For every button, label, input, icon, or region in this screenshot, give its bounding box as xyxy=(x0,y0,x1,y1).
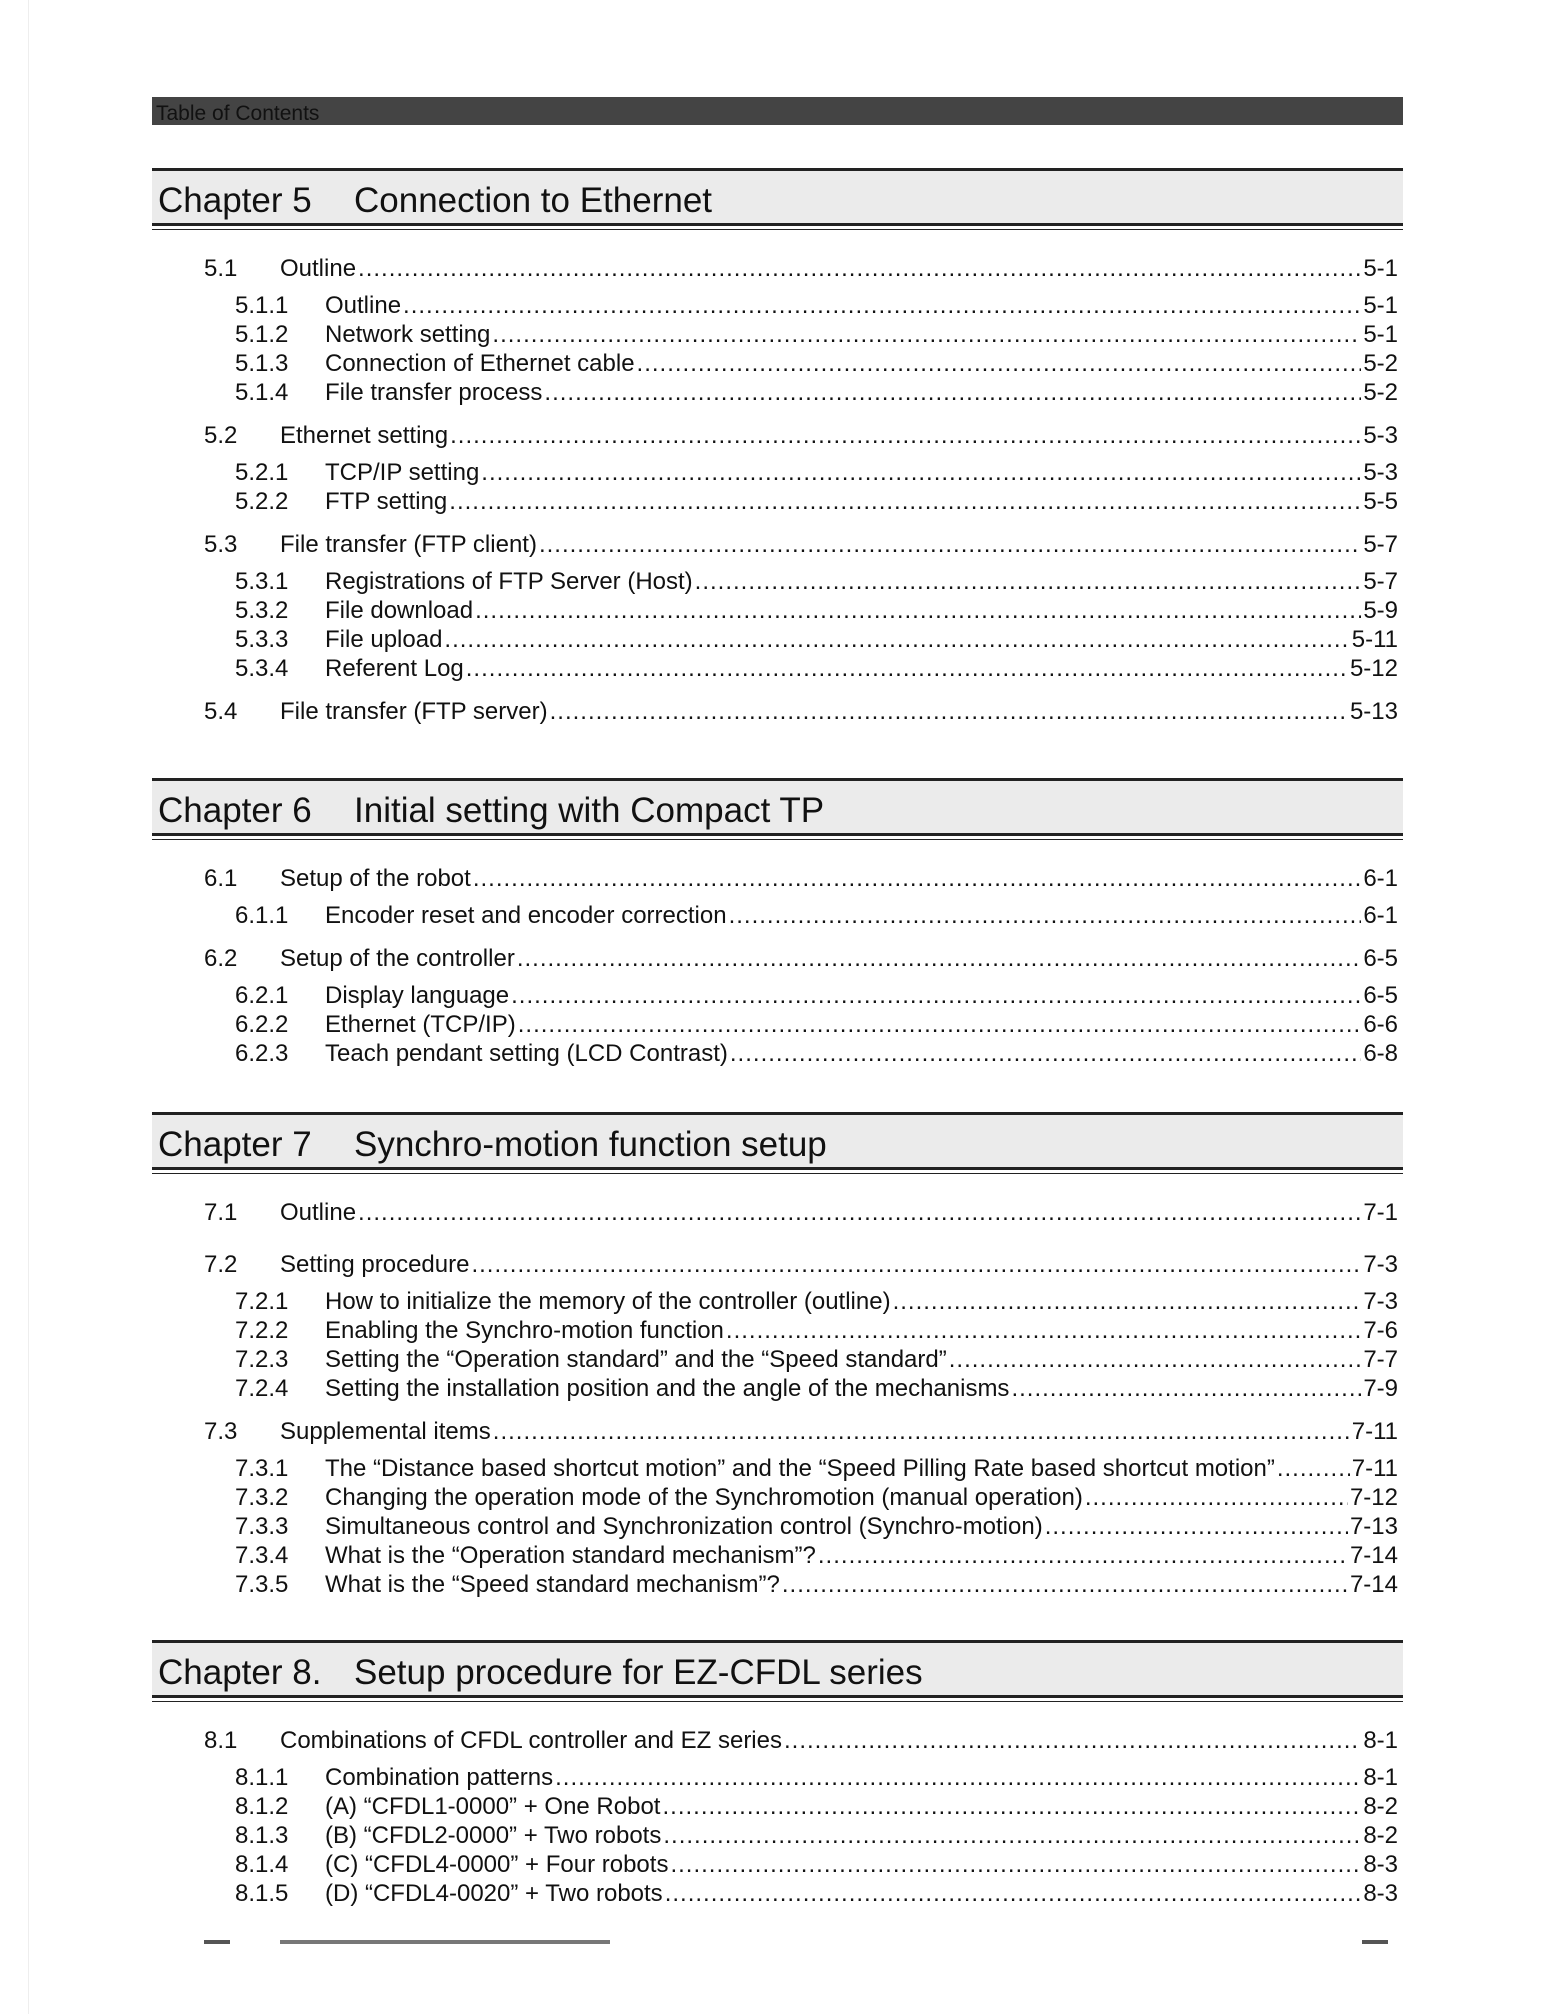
entry-page: 7-9 xyxy=(1363,1375,1398,1402)
toc-entry[interactable] xyxy=(152,1879,1403,1908)
toc-entry[interactable] xyxy=(152,625,1403,654)
entry-number: 8.1.3 xyxy=(235,1822,289,1849)
toc-entry[interactable] xyxy=(152,291,1403,320)
toc-entry[interactable] xyxy=(152,378,1403,407)
entry-number: 5.3.4 xyxy=(235,655,289,682)
toc-entry[interactable] xyxy=(152,1726,1403,1755)
dot-leader xyxy=(358,254,1361,283)
toc-entry[interactable] xyxy=(152,864,1403,893)
dot-leader xyxy=(665,1879,1362,1908)
page-edge xyxy=(28,0,29,2014)
dot-leader xyxy=(403,291,1361,320)
entry-page: 6-8 xyxy=(1363,1040,1398,1067)
entry-number: 7.3.4 xyxy=(235,1542,289,1569)
dot-leader xyxy=(893,1287,1362,1316)
entry-number: 7.1 xyxy=(204,1199,238,1226)
entry-title: Changing the operation mode of the Synchromotion (manual operation) xyxy=(325,1484,1083,1511)
dot-leader xyxy=(949,1345,1362,1374)
entry-number: 7.3 xyxy=(204,1418,238,1445)
toc-entry[interactable] xyxy=(152,1010,1403,1039)
dot-leader xyxy=(539,530,1361,559)
entry-number: 6.2 xyxy=(204,945,238,972)
entry-title: TCP/IP setting xyxy=(325,459,480,486)
entry-number: 5.4 xyxy=(204,698,238,725)
toc-entry[interactable] xyxy=(152,1039,1403,1068)
dot-leader xyxy=(473,864,1362,893)
entry-title: How to initialize the memory of the controller (outline) xyxy=(325,1288,891,1315)
entry-title: (C) “CFDL4-0000” + Four robots xyxy=(325,1851,669,1878)
entry-number: 5.3 xyxy=(204,531,238,558)
entry-title: The “Distance based shortcut motion” and the “Speed Pilling Rate based shortcut motion” xyxy=(325,1455,1275,1482)
entry-number: 8.1.4 xyxy=(235,1851,289,1878)
entry-title: Combination patterns xyxy=(325,1764,554,1791)
entry-number: 7.2.2 xyxy=(235,1317,289,1344)
entry-page: 7-11 xyxy=(1351,1418,1398,1445)
clipped-text-marks xyxy=(152,1938,1403,1949)
entry-number: 7.3.1 xyxy=(235,1455,289,1482)
toc-entry[interactable] xyxy=(152,1345,1403,1374)
dot-leader xyxy=(818,1541,1348,1570)
dot-leader xyxy=(726,1316,1361,1345)
entry-number: 7.2.1 xyxy=(235,1288,289,1315)
dot-leader xyxy=(1011,1374,1361,1403)
dot-leader xyxy=(493,1417,1350,1446)
entry-page: 8-1 xyxy=(1363,1764,1398,1791)
entry-page: 6-5 xyxy=(1363,982,1398,1009)
dot-leader xyxy=(730,1039,1361,1068)
toc-entry[interactable] xyxy=(152,1821,1403,1850)
toc-entry[interactable] xyxy=(152,654,1403,683)
entry-number: 5.2.2 xyxy=(235,488,289,515)
toc-entry[interactable] xyxy=(152,1512,1403,1541)
toc-entry[interactable] xyxy=(152,320,1403,349)
entry-page: 5-1 xyxy=(1363,255,1398,282)
toc-entry[interactable] xyxy=(152,458,1403,487)
entry-number: 5.2.1 xyxy=(235,459,289,486)
chapter-6-section xyxy=(152,778,1403,1067)
chapter-heading xyxy=(152,1640,1403,1698)
entry-title: Setup of the controller xyxy=(280,945,515,972)
entry-number: 6.2.1 xyxy=(235,982,289,1009)
chapter-7-section xyxy=(152,1112,1403,1598)
entry-number: 5.3.1 xyxy=(235,568,289,595)
entry-page: 6-1 xyxy=(1363,902,1398,929)
entry-page: 5-12 xyxy=(1349,655,1398,682)
chapter-8-section xyxy=(152,1640,1403,1907)
entry-page: 7-6 xyxy=(1363,1317,1398,1344)
entry-page: 7-11 xyxy=(1351,1455,1398,1482)
entry-page: 7-13 xyxy=(1349,1513,1398,1540)
entry-title: File transfer (FTP server) xyxy=(280,698,548,725)
dot-leader xyxy=(555,1763,1361,1792)
toc-entry[interactable] xyxy=(152,1374,1403,1403)
entry-title: Outline xyxy=(325,292,402,319)
entry-number: 8.1 xyxy=(204,1727,238,1754)
dot-leader xyxy=(466,654,1348,683)
toc-entry[interactable] xyxy=(152,487,1403,516)
chapter-number: Chapter 6 xyxy=(158,791,312,830)
entry-number: 5.1 xyxy=(204,255,238,282)
entry-number: 7.2.3 xyxy=(235,1346,289,1373)
toc-entry[interactable] xyxy=(152,901,1403,930)
entry-page: 7-3 xyxy=(1363,1251,1398,1278)
dot-leader xyxy=(670,1850,1361,1879)
entry-page: 8-3 xyxy=(1363,1851,1398,1878)
entry-number: 6.2.3 xyxy=(235,1040,289,1067)
entry-title: Simultaneous control and Synchronization control (Synchro-motion) xyxy=(325,1513,1043,1540)
dot-leader xyxy=(729,901,1362,930)
toc-entry[interactable] xyxy=(152,349,1403,378)
dot-leader xyxy=(637,349,1362,378)
entry-number: 7.3.3 xyxy=(235,1513,289,1540)
toc-entry[interactable] xyxy=(152,1541,1403,1570)
dot-leader xyxy=(517,944,1362,973)
running-header xyxy=(152,97,1403,125)
entry-title: File transfer (FTP client) xyxy=(280,531,537,558)
entry-title: Setting the “Operation standard” and the “Speed standard” xyxy=(325,1346,947,1373)
toc-entry[interactable] xyxy=(152,1454,1403,1483)
entry-title: (D) “CFDL4-0020” + Two robots xyxy=(325,1880,663,1907)
chapter-number: Chapter 8. xyxy=(158,1653,322,1692)
toc-entry[interactable] xyxy=(152,697,1403,726)
entry-title: Setup of the robot xyxy=(280,865,471,892)
entry-page: 7-7 xyxy=(1363,1346,1398,1373)
dot-leader xyxy=(475,596,1361,625)
chapter-5-section xyxy=(152,168,1403,725)
toc-entry[interactable] xyxy=(152,1792,1403,1821)
entry-number: 7.3.5 xyxy=(235,1571,289,1598)
toc-entry[interactable] xyxy=(152,1570,1403,1599)
toc-entry[interactable] xyxy=(152,1250,1403,1279)
entry-title: (B) “CFDL2-0000” + Two robots xyxy=(325,1822,662,1849)
dot-leader xyxy=(663,1821,1361,1850)
entry-number: 5.3.2 xyxy=(235,597,289,624)
dot-leader xyxy=(518,1010,1362,1039)
entry-page: 7-14 xyxy=(1349,1542,1398,1569)
entry-number: 8.1.1 xyxy=(235,1764,289,1791)
dot-leader xyxy=(444,625,1349,654)
dot-leader xyxy=(695,567,1362,596)
entry-number: 5.1.3 xyxy=(235,350,289,377)
entry-title: Registrations of FTP Server (Host) xyxy=(325,568,693,595)
entry-page: 5-9 xyxy=(1363,597,1398,624)
entry-page: 8-2 xyxy=(1363,1822,1398,1849)
entry-title: Ethernet setting xyxy=(280,422,449,449)
chapter-heading xyxy=(152,1112,1403,1170)
entry-page: 8-2 xyxy=(1363,1793,1398,1820)
dot-leader xyxy=(471,1250,1361,1279)
toc-entry[interactable] xyxy=(152,1763,1403,1792)
entry-title: Enabling the Synchro-motion function xyxy=(325,1317,724,1344)
toc-entry[interactable] xyxy=(152,1287,1403,1316)
entry-title: File upload xyxy=(325,626,443,653)
dot-leader xyxy=(1277,1454,1350,1483)
entry-title: FTP setting xyxy=(325,488,448,515)
dot-leader xyxy=(662,1792,1361,1821)
toc-entry[interactable] xyxy=(152,530,1403,559)
dot-leader xyxy=(511,981,1361,1010)
entry-number: 5.2 xyxy=(204,422,238,449)
entry-page: 6-1 xyxy=(1363,865,1398,892)
running-header-title: Table of Contents xyxy=(156,102,320,125)
entry-page: 6-6 xyxy=(1363,1011,1398,1038)
dot-leader xyxy=(1085,1483,1348,1512)
entry-title: (A) “CFDL1-0000” + One Robot xyxy=(325,1793,661,1820)
entry-page: 5-3 xyxy=(1363,422,1398,449)
entry-number: 7.2 xyxy=(204,1251,238,1278)
entry-page: 7-3 xyxy=(1363,1288,1398,1315)
entry-page: 5-7 xyxy=(1363,568,1398,595)
toc-entry[interactable] xyxy=(152,1198,1403,1227)
entry-title: Supplemental items xyxy=(280,1418,491,1445)
dot-leader xyxy=(550,697,1348,726)
entry-page: 5-13 xyxy=(1349,698,1398,725)
chapter-number: Chapter 7 xyxy=(158,1125,312,1164)
entry-title: Setting procedure xyxy=(280,1251,470,1278)
entry-title: Outline xyxy=(280,1199,357,1226)
chapter-title: Initial setting with Compact TP xyxy=(354,791,825,830)
chapter-heading xyxy=(152,778,1403,836)
toc-entry[interactable] xyxy=(152,596,1403,625)
entry-page: 5-1 xyxy=(1363,321,1398,348)
entry-number: 5.1.2 xyxy=(235,321,289,348)
dot-leader xyxy=(358,1198,1361,1227)
entry-number: 5.3.3 xyxy=(235,626,289,653)
chapter-title: Synchro-motion function setup xyxy=(354,1125,827,1164)
entry-page: 5-2 xyxy=(1363,350,1398,377)
entry-page: 5-5 xyxy=(1363,488,1398,515)
dot-leader xyxy=(449,487,1361,516)
entry-page: 5-1 xyxy=(1363,292,1398,319)
toc-entry[interactable] xyxy=(152,254,1403,283)
entry-title: What is the “Operation standard mechanism”? xyxy=(325,1542,816,1569)
toc-entry[interactable] xyxy=(152,421,1403,450)
entry-title: Teach pendant setting (LCD Contrast) xyxy=(325,1040,728,1067)
entry-title: Ethernet (TCP/IP) xyxy=(325,1011,516,1038)
toc-entry[interactable] xyxy=(152,1417,1403,1446)
entry-number: 7.3.2 xyxy=(235,1484,289,1511)
entry-page: 5-11 xyxy=(1351,626,1398,653)
entry-page: 8-3 xyxy=(1363,1880,1398,1907)
entry-title: Setting the installation position and the angle of the mechanisms xyxy=(325,1375,1010,1402)
entry-title: What is the “Speed standard mechanism”? xyxy=(325,1571,780,1598)
entry-title: Display language xyxy=(325,982,510,1009)
dot-leader xyxy=(450,421,1361,450)
entry-title: Connection of Ethernet cable xyxy=(325,350,635,377)
entry-title: Network setting xyxy=(325,321,491,348)
entry-title: Encoder reset and encoder correction xyxy=(325,902,727,929)
chapter-title: Connection to Ethernet xyxy=(354,181,713,220)
entry-number: 7.2.4 xyxy=(235,1375,289,1402)
entry-page: 5-7 xyxy=(1363,531,1398,558)
entry-number: 5.1.1 xyxy=(235,292,289,319)
entry-page: 7-12 xyxy=(1349,1484,1398,1511)
entry-number: 8.1.5 xyxy=(235,1880,289,1907)
entry-page: 7-14 xyxy=(1349,1571,1398,1598)
entry-number: 6.1 xyxy=(204,865,238,892)
entry-title: File download xyxy=(325,597,474,624)
chapter-title: Setup procedure for EZ-CFDL series xyxy=(354,1653,923,1692)
entry-number: 6.2.2 xyxy=(235,1011,289,1038)
entry-page: 5-2 xyxy=(1363,379,1398,406)
toc-entry[interactable] xyxy=(152,1850,1403,1879)
toc-entry[interactable] xyxy=(152,981,1403,1010)
chapter-number: Chapter 5 xyxy=(158,181,312,220)
entry-page: 5-3 xyxy=(1363,459,1398,486)
dot-leader xyxy=(544,378,1361,407)
toc-entry[interactable] xyxy=(152,944,1403,973)
dot-leader xyxy=(492,320,1361,349)
toc-entry[interactable] xyxy=(152,1483,1403,1512)
entry-title: File transfer process xyxy=(325,379,543,406)
entry-number: 8.1.2 xyxy=(235,1793,289,1820)
dot-leader xyxy=(1045,1512,1348,1541)
clipped-line-fragment xyxy=(152,1937,1403,1949)
entry-number: 6.1.1 xyxy=(235,902,289,929)
chapter-heading xyxy=(152,168,1403,226)
entry-page: 6-5 xyxy=(1363,945,1398,972)
dot-leader xyxy=(784,1726,1361,1755)
dot-leader xyxy=(782,1570,1348,1599)
entry-page: 8-1 xyxy=(1363,1727,1398,1754)
entry-title: Outline xyxy=(280,255,357,282)
entry-title: Combinations of CFDL controller and EZ series xyxy=(280,1727,782,1754)
entry-number: 5.1.4 xyxy=(235,379,289,406)
toc-entry[interactable] xyxy=(152,1316,1403,1345)
dot-leader xyxy=(481,458,1361,487)
entry-title: Referent Log xyxy=(325,655,464,682)
entry-page: 7-1 xyxy=(1363,1199,1398,1226)
toc-entry[interactable] xyxy=(152,567,1403,596)
